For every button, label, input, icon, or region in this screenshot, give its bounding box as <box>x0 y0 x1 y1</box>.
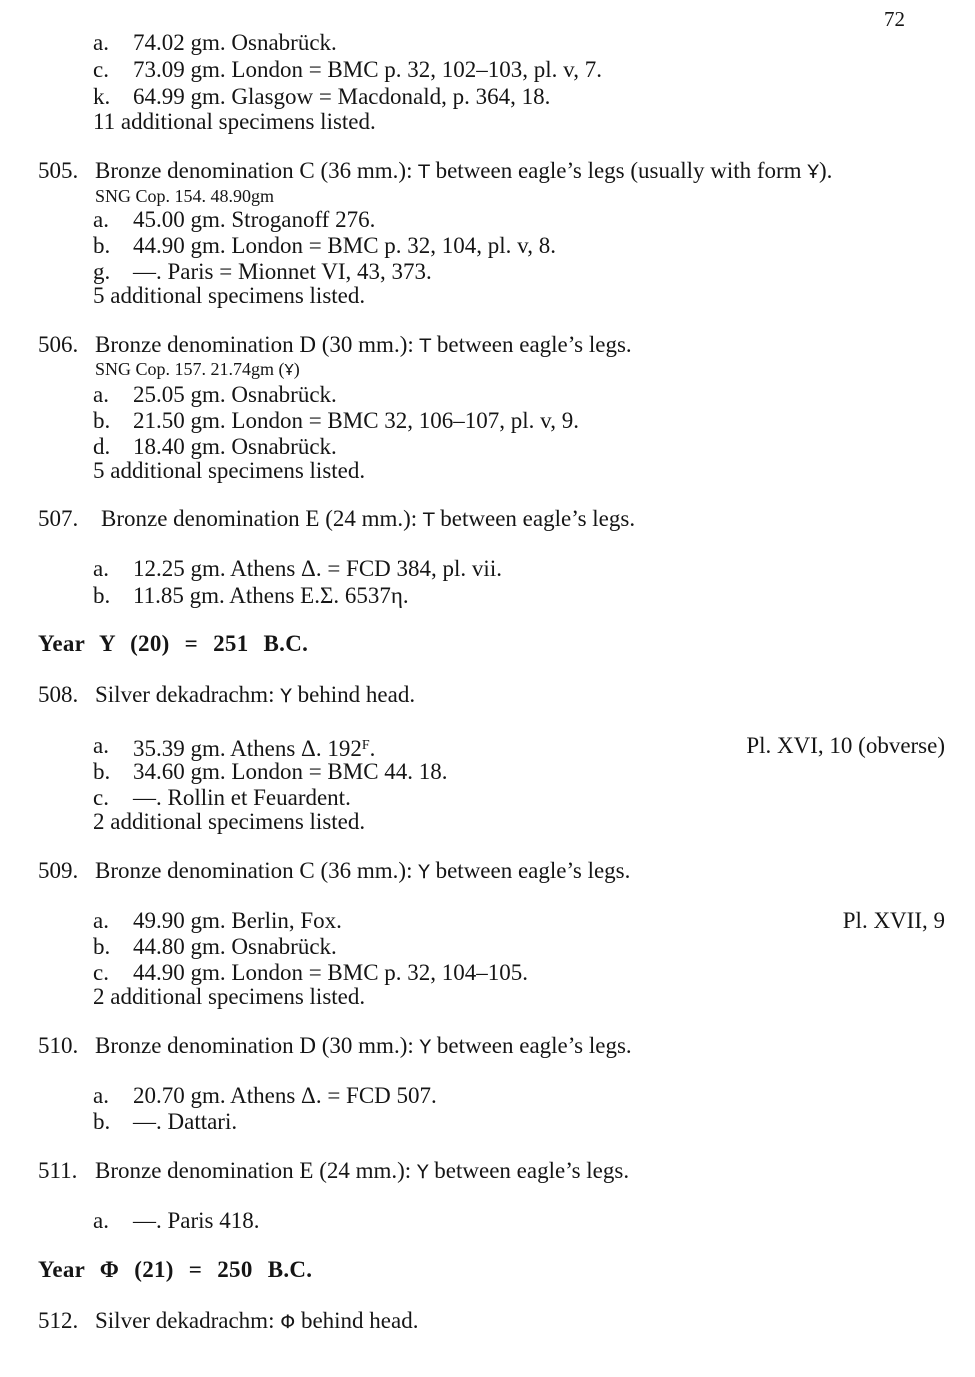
specimen-text: 44.90 gm. London = BMC p. 32, 104, pl. v, 8. <box>133 233 556 258</box>
entry-number: 507. <box>38 506 79 531</box>
specimen-letter: a. <box>93 908 109 933</box>
specimen-text: 64.99 gm. Glasgow = Macdonald, p. 364, 18. <box>133 84 551 109</box>
specimen-letter: b. <box>93 408 111 433</box>
specimen-letter: a. <box>93 733 109 758</box>
specimen-text: 49.90 gm. Berlin, Fox. <box>133 908 342 933</box>
specimen-letter: a. <box>93 1208 109 1233</box>
specimen-letter: a. <box>93 1083 109 1108</box>
entry-number: 509. <box>38 858 79 883</box>
entry-number: 510. <box>38 1033 79 1058</box>
plate-reference: Pl. XVI, 10 (obverse) <box>746 733 945 758</box>
specimen-letter: a. <box>93 30 109 55</box>
specimen-text: 44.80 gm. Osnabrück. <box>133 934 337 959</box>
monogram-upsilon: Υ <box>418 861 430 883</box>
specimen-text: 20.70 gm. Athens Δ. = FCD 507. <box>133 1083 437 1108</box>
monogram-y-bar: Ұ <box>284 361 294 379</box>
entry-number: 506. <box>38 332 79 357</box>
monogram-tau: Τ <box>422 509 435 531</box>
specimen-letter: a. <box>93 382 109 407</box>
specimen-text: 21.50 gm. London = BMC 32, 106–107, pl. v, 9. <box>133 408 579 433</box>
entry-description: Bronze denomination E (24 mm.): Υ between eagle’s legs. <box>95 1158 630 1183</box>
specimen-text: 45.00 gm. Stroganoff 276. <box>133 207 376 232</box>
monogram-tau: Τ <box>419 335 432 357</box>
collection-mark-superscript: F <box>361 738 370 753</box>
entry-description: Bronze denomination D (30 mm.): Υ between eagle’s legs. <box>95 1033 632 1058</box>
entry-description: Bronze denomination D (30 mm.): Τ between eagle’s legs. <box>95 332 632 357</box>
specimen-letter: d. <box>93 434 111 459</box>
specimen-letter: b. <box>93 934 111 959</box>
specimen-text: 44.90 gm. London = BMC p. 32, 104–105. <box>133 960 529 985</box>
specimen-letter: a. <box>93 556 109 581</box>
plate-reference: Pl. XVII, 9 <box>842 908 945 933</box>
specimen-letter: b. <box>93 233 111 258</box>
specimen-letter: c. <box>93 57 109 82</box>
specimen-letter: a. <box>93 207 109 232</box>
entry-number: 512. <box>38 1308 79 1333</box>
specimen-text: 18.40 gm. Osnabrück. <box>133 434 337 459</box>
specimen-text: 73.09 gm. London = BMC p. 32, 102–103, pl. v, 7. <box>133 57 602 82</box>
specimen-text: —. Paris = Mionnet VI, 43, 373. <box>133 259 432 284</box>
monogram-phi: Φ <box>280 1311 296 1333</box>
monogram-upsilon: Υ <box>280 685 292 707</box>
specimen-text: 25.05 gm. Osnabrück. <box>133 382 337 407</box>
specimen-letter: c. <box>93 960 109 985</box>
specimen-text: 34.60 gm. London = BMC 44. 18. <box>133 759 448 784</box>
entry-description: Bronze denomination C (36 mm.): Υ between eagle’s legs. <box>95 858 631 883</box>
entry-number: 511. <box>38 1158 78 1183</box>
entry-description: Bronze denomination E (24 mm.): Τ between eagle’s legs. <box>101 506 636 531</box>
specimen-text: —. Rollin et Feuardent. <box>133 785 351 810</box>
entry-description: Bronze denomination C (36 mm.): Τ between eagle’s legs (usually with form Ұ). <box>95 158 833 183</box>
entry-description: Silver dekadrachm: Φ behind head. <box>95 1308 419 1333</box>
monogram-upsilon: Υ <box>416 1161 429 1183</box>
specimen-text: —. Paris 418. <box>133 1208 260 1233</box>
specimen-letter: b. <box>93 1109 111 1134</box>
specimen-text: 35.39 gm. Athens Δ. 192$^F$. <box>133 736 376 761</box>
specimen-letter: b. <box>93 583 111 608</box>
monogram-y-bar: Ұ <box>807 161 819 183</box>
entry-description: Silver dekadrachm: Υ behind head. <box>95 682 416 707</box>
specimen-text: 12.25 gm. Athens Δ. = FCD 384, pl. vii. <box>133 556 502 581</box>
specimen-text: 74.02 gm. Osnabrück. <box>133 30 337 55</box>
specimen-letter: b. <box>93 759 111 784</box>
monogram-upsilon: Υ <box>419 1036 432 1058</box>
specimen-letter: g. <box>93 259 111 284</box>
monogram-tau: Τ <box>418 161 430 183</box>
specimen-letter: k. <box>93 84 111 109</box>
document-page: 72 a. 74.02 gm. Osnabrück. c. 73.09 gm. London = BMC p. 32, 102–103, pl. v, 7. k. 64.99 gm. Glasgow = Macdonald, p. 364, 18. 11 additional specimens listed. 505. Bronze denomination C (36 mm.): Τ between eagle’s legs (usually with form Ұ). SNG Cop. 154. 48.90gm a. 45.00 gm. Stroganoff 276. b. 44.90 gm. London = BMC p. 32, 104, pl. v, 8. g. —. Paris = Mionnet VI, 43, 373. 5 additional specimens listed. 506. Bronze denomination D (30 mm.): Τ between eagle’s legs. SNG Cop. 157. 21.74gm (Ұ) a. 25.05 gm. Osnabrück. b. 21.50 gm. London = BMC 32, 106–107, pl. v, 9. d. 18.40 gm. Osnabrück. 5 additional specimens listed. 507. Bronze denomination E (24 mm.): Τ between eagle’s legs. a. 12.25 gm. Athens Δ. = FCD 384, pl. vii. b. 11.85 gm. Athens Ε.Σ. 6537η. Year Y (20) = 251 B.C. 508. Silver dekadrachm: Υ behind head. a. 35.39 gm. Athens Δ. 192$^F$. Pl. XVI, 10 (obverse) b. 34.60 gm. London = BMC 44. 18. c. —. Rollin et Feuardent. 2 additional specimens listed. 509. Bronze denomination C (36 mm.): Υ between eagle’s legs. a. 49.90 gm. Berlin, Fox. Pl. XVII, 9 b. 44.80 gm. Osnabrück. c. 44.90 gm. London = BMC p. 32, 104–105. 2 additional specimens listed. 510. Bronze denomination D (30 mm.): Υ between eagle’s legs. a. 20.70 gm. Athens Δ. = FCD 507. b. —. Dattari. 511. Bronze denomination E (24 mm.): Υ between eagle’s legs. a. —. Paris 418. Year Φ (21) = 250 B.C. 512. Silver dekadrachm: Φ behind head. <box>0 0 975 1377</box>
page-number: 72 <box>884 7 905 31</box>
specimen-text: —. Dattari. <box>133 1109 238 1134</box>
specimen-letter: c. <box>93 785 109 810</box>
entry-number: 505. <box>38 158 79 183</box>
specimen-text: 11.85 gm. Athens Ε.Σ. 6537η. <box>133 583 409 608</box>
entry-number: 508. <box>38 682 79 707</box>
